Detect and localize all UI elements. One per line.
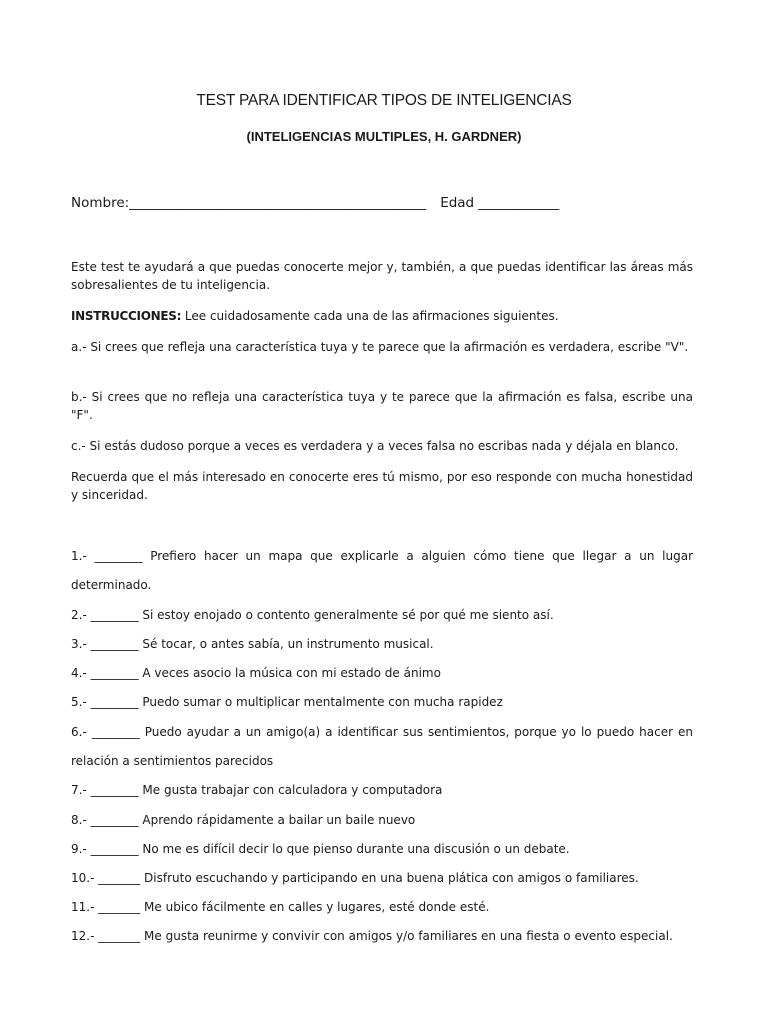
instructions-paragraph bbox=[71, 307, 693, 325]
question-3: 3.- ________ Sé tocar, o antes sabía, un instrumento musical. bbox=[71, 637, 434, 651]
document-subtitle: (INTELIGENCIAS MULTIPLES, H. GARDNER) bbox=[246, 129, 522, 144]
question-11: 11.- _______ Me ubico fácilmente en calles y lugares, esté donde esté. bbox=[71, 900, 490, 914]
reminder-paragraph: Recuerda que el más interesado en conocerte eres tú mismo, por eso responde con mucha honestidad y sinceridad. bbox=[71, 470, 693, 502]
question-8: 8.- ________ Aprendo rápidamente a bailar un baile nuevo bbox=[71, 813, 416, 827]
question-10: 10.- _______ Disfruto escuchando y participando en una buena plática con amigos o familiares. bbox=[71, 871, 639, 885]
age-field: Edad ____________ bbox=[440, 195, 560, 211]
question-9: 9.- ________ No me es difícil decir lo que pienso durante una discusión o un debate. bbox=[71, 842, 570, 856]
rule-a: a.- Si crees que refleja una característica tuya y te parece que la afirmación es verdadera, escribe "V". bbox=[71, 340, 689, 354]
question-1: 1.- ________ Prefiero hacer un mapa que explicarle a alguien cómo tiene que llegar a un lugar determinado. bbox=[71, 549, 693, 592]
question-5: 5.- ________ Puedo sumar o multiplicar mentalmente con mucha rapidez bbox=[71, 695, 503, 709]
question-4: 4.- ________ A veces asocio la música con mi estado de ánimo bbox=[71, 666, 441, 680]
question-12: 12.- _______ Me gusta reunirme y convivir con amigos y/o familiares en una fiesta o evento especial. bbox=[71, 929, 673, 943]
question-6: 6.- ________ Puedo ayudar a un amigo(a) a identificar sus sentimientos, porque yo lo puedo hacer en relación a sentimientos parecidos bbox=[71, 725, 693, 768]
rule-b: b.- Si crees que no refleja una característica tuya y te parece que la afirmación es falsa, escribe una "F". bbox=[71, 390, 693, 422]
question-7: 7.- ________ Me gusta trabajar con calculadora y computadora bbox=[71, 783, 443, 797]
document-title: TEST PARA IDENTIFICAR TIPOS DE INTELIGENCIAS bbox=[196, 92, 572, 109]
intro-paragraph: Este test te ayudará a que puedas conocerte mejor y, también, a que puedas identificar las áreas más sobresalientes de tu inteligencia. bbox=[71, 260, 693, 292]
name-field: Nombre:____________________________________________ bbox=[71, 195, 427, 211]
instructions-text: Lee cuidadosamente cada una de las afirmaciones siguientes. bbox=[181, 309, 559, 323]
name-age-row bbox=[71, 195, 559, 211]
instructions-label: INSTRUCCIONES: bbox=[71, 309, 182, 323]
rule-c: c.- Si estás dudoso porque a veces es verdadera y a veces falsa no escribas nada y déjala en blanco. bbox=[71, 439, 679, 453]
question-2: 2.- ________ Si estoy enojado o contento generalmente sé por qué me siento así. bbox=[71, 608, 554, 622]
